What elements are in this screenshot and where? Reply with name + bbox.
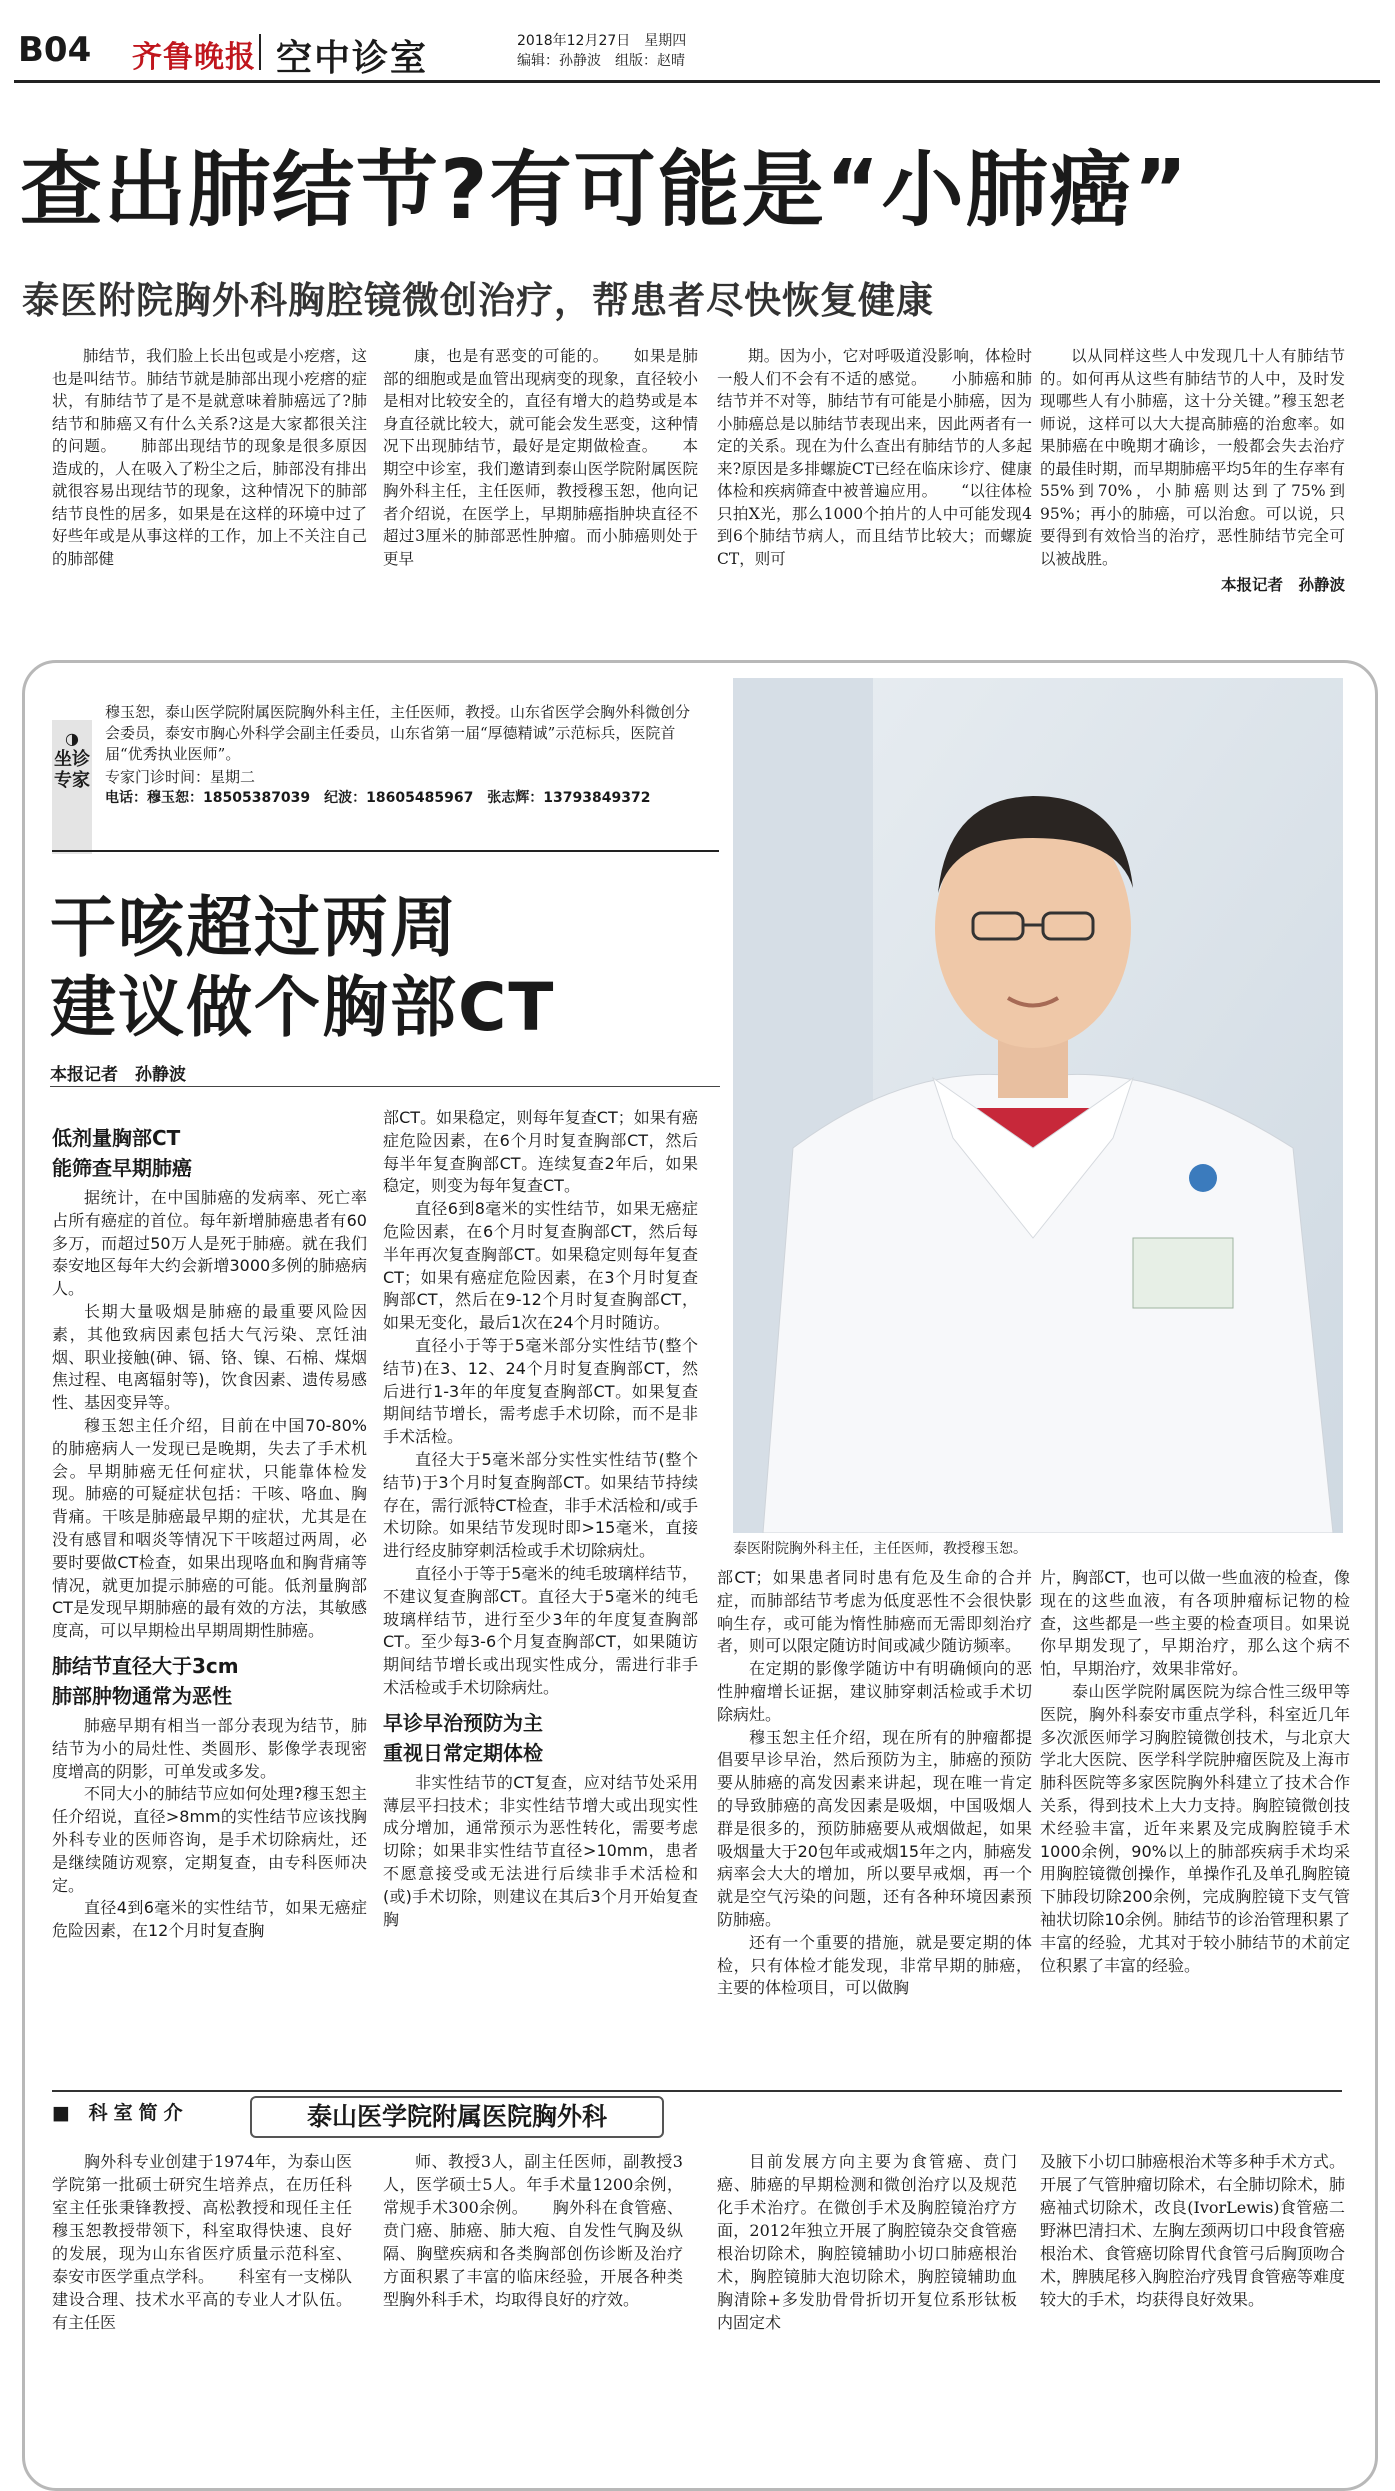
intro-column-2 <box>383 345 698 570</box>
expert-intro <box>105 702 695 809</box>
intro-column-1 <box>52 345 367 570</box>
paragraph: 片，胸部CT，也可以做一些血液的检查，像现在的这些血液，有各项肿瘤标记物的检查，这些都是一些主要的检查项目。如果说你早期发现了，早期治疗，那么这个病不怕，早期治疗，效果非常好。 <box>1040 1568 1350 1679</box>
paragraph: 部CT；如果患者同时患有危及生命的合并症，而肺部结节考虑为低度恶性不会很快影响生存，或可能为惰性肺癌而无需即刻治疗者，则可以限定随访时间或减少随访频率。 <box>717 1568 1032 1656</box>
paragraph: 穆玉恕主任介绍，目前在中国70-80%的肺癌病人一发现已是晚期，失去了手术机会。早期肺癌无任何症状，只能靠体检发现。肺癌的可疑症状包括：干咳、咯血、胸背痛。干咳是肺癌最早期的症状，尤其是在没有感冒和咽炎等情况下干咳超过两周，必要时要做CT检查，如果出现咯血和胸背痛等情况，就更加提示肺癌的可能。低剂量胸部CT是发现早期肺癌的最有效的方法，其敏感度高，可以早期检出早期周期性肺癌。 <box>52 1415 367 1641</box>
dept-text-1: 胸外科专业创建于1974年，为泰山医学院第一批硕士研究生培养点，在历任科室主任张秉锋教授、高松教授和现任主任穆玉恕教授带领下，科室取得快速、良好的发展，现为山东省医疗质量示范科室、泰安市医学重点学科。 科室有一支梯队建设合理、技术水平高的专业人才队伍。有主任医 <box>52 2152 352 2332</box>
dept-column-2 <box>383 2150 683 2311</box>
section-3-heading-b: 重视日常定期体检 <box>383 1740 543 1765</box>
paragraph: 直径4到6毫米的实性结节，如果无癌症危险因素，在12个月时复查胸 <box>52 1898 367 1941</box>
dept-text-4: 及腋下小切口肺癌根治术等多种手术方式。开展了气管肿瘤切除术，右全肺切除术，肺癌袖式切除术，改良(IvorLewis)食管癌二野淋巴清扫术、左胸左颈两切口中段食管癌根治术、食管癌切除胃代食管弓后胸顶吻合术，脾胰尾移入胸腔治疗残胃食管癌等难度较大的手术，均获得良好效果。 <box>1040 2152 1345 2309</box>
dept-tag-label: 科室简介 <box>88 2102 189 2124</box>
issue-date: 2018年12月27日 星期四 <box>517 33 687 49</box>
paper-name: 齐鲁晚报 <box>132 40 256 75</box>
dept-tag <box>52 2098 189 2125</box>
section-1-heading-a: 低剂量胸部CT <box>52 1126 181 1150</box>
subheadline: 泰医附院胸外科胸腔镜微创治疗，帮患者尽快恢复健康 <box>22 279 934 322</box>
dept-title: 泰山医学院附属医院胸外科 <box>250 2096 664 2138</box>
section-3-heading-a: 早诊早治预防为主 <box>383 1710 543 1735</box>
paragraph: 直径小于等于5毫米的纯毛玻璃样结节，不建议复查胸部CT。直径大于5毫米的纯毛玻璃样结节，进行至少3年的年度复查胸部CT。至少每3-6个月复查胸部CT，如果随访期间结节增长或出现实性成分，需进行非手术活检或手术切除病灶。 <box>383 1563 698 1697</box>
expert-rule <box>52 850 719 852</box>
section-title: 空中诊室 <box>276 38 429 79</box>
paragraph: 直径6到8毫米的实性结节，如果无癌症危险因素，在6个月时复查胸部CT，然后每半年再次复查胸部CT。如果稳定则每年复查CT；如果有癌症危险因素，在3个月时复查胸部CT，然后在9-12个月时复查胸部CT，如果无变化，最后1次在24个月时随访。 <box>383 1199 698 1333</box>
intro-text-3: 期。因为小，它对呼吸道没影响，体检时一般人们不会有不适的感觉。 小肺癌和肺结节并不对等，肺结节有可能是小肺癌，因为小肺癌总是以肺结节表现出来，因此两者有一定的关系。现在为什么查出有肺结节的人多起来?原因是多排螺旋CT已经在临床诊疗、健康体检和疾病筛查中被普遍应用。 “以往体检只拍X光，那么1000个拍片的人中可能发现4到6个肺结节病人，而且结节比较大；而螺旋CT，则可 <box>717 347 1032 568</box>
paragraph: 还有一个重要的措施，就是要定期的体检，只有体检才能发现，非常早期的肺癌，主要的体检项目，可以做胸 <box>717 1932 1032 1998</box>
paragraph: 据统计，在中国肺癌的发病率、死亡率占所有癌症的首位。每年新增肺癌患者有60多万，而超过50万人是死于肺癌。就在我们泰安地区每年大约会新增3000多例的肺癌病人。 <box>52 1188 367 1299</box>
masthead <box>14 28 1380 79</box>
feature-column-1 <box>52 1115 367 1943</box>
section-1-heading-b: 能筛查早期肺癌 <box>52 1156 192 1180</box>
photo-caption: 泰医附院胸外科主任，主任医师，教授穆玉恕。 <box>733 1541 1027 1557</box>
dept-column-4 <box>1040 2150 1345 2311</box>
expert-tab-label: 坐诊专家 <box>54 749 90 791</box>
intro-column-4 <box>1040 345 1345 597</box>
paragraph: 泰山医学院附属医院为综合性三级甲等医院，胸外科泰安市重点学科，科室近几年多次派医师学习胸腔镜微创技术，与北京大学北大医院、医学科学院肿瘤医院及上海市肺科医院等多家医院胸外科建立了技术合作关系，得到技术上大力支持。胸腔镜微创技术经验丰富，近年来累及完成胸腔镜手术1000余例，90%以上的肺部疾病手术均采用胸腔镜微创操作，单操作孔及单孔胸腔镜下肺段切除200余例，完成胸腔镜下支气管袖状切除10余例。肺结节的诊治管理积累了丰富的经验，尤其对于较小肺结节的术前定位积累了丰富的经验。 <box>1040 1681 1350 1975</box>
feature-title-line2: 建议做个胸部CT <box>50 969 556 1046</box>
paragraph: 在定期的影像学随访中有明确倾向的恶性肿瘤增长证据，建议肺穿刺活检或手术切除病灶。 <box>717 1659 1032 1724</box>
section-2-heading-b: 肺部肿物通常为恶性 <box>52 1683 232 1708</box>
paragraph: 长期大量吸烟是肺癌的最重要风险因素，其他致病因素包括大气污染、烹饪油烟、职业接触(砷、镉、铬、镍、石棉、煤烟焦过程、电离辐射等)，饮食因素、遗传易感性、基因变异等。 <box>52 1301 367 1413</box>
expert-tab <box>52 720 92 854</box>
byline-rule <box>50 1086 720 1087</box>
intro-text-2: 康，也是有恶变的可能的。 如果是肺部的细胞或是血管出现病变的现象，直径较小是相对比较安全的，直径有增大的趋势或是本身直径就比较大，就可能会发生恶变，这种情况下出现肺结节，最好是定期做检查。 本期空中诊室，我们邀请到泰山医学院附属医院胸外科主任，主任医师，教授穆玉恕，他向记者介绍说，在医学上，早期肺癌指肿块直径不超过3厘米的肺部恶性肿瘤。而小肺癌则处于更早 <box>383 347 698 568</box>
expert-clinic-time: 专家门诊时间：星期二 <box>105 768 256 786</box>
expert-tab-icon: ◑ <box>65 729 79 748</box>
intro-text-4: 以从同样这些人中发现几十人有肺结节的。如何再从这些有肺结节的人中，及时发现哪些人有小肺癌，这十分关键。”穆玉恕老师说，这样可以大大提高肺癌的治愈率。如果肺癌在中晚期才确诊，一般都会失去治疗的最佳时期，而早期肺癌平均5年的生存率有55%到70%，小肺癌则达到了75%到95%；再小的肺癌，可以治愈。可以说，只要得到有效恰当的治疗，恶性肺结节完全可以被战胜。 <box>1040 347 1345 568</box>
masthead-divider <box>259 34 261 70</box>
expert-bio: 穆玉恕，泰山医学院附属医院胸外科主任，主任医师，教授。山东省医学会胸外科微创分会委员，泰安市胸心外科学会副主任委员，山东省第一届“厚德精诚”示范标兵，医院首届“优秀执业医师”。 <box>105 703 691 763</box>
dept-column-1 <box>52 2150 352 2334</box>
editor-credit: 编辑：孙静波 组版：赵晴 <box>517 53 685 69</box>
feature-title-line1: 干咳超过两周 <box>50 889 458 966</box>
feature-column-4 <box>1040 1567 1350 1977</box>
expert-phones: 电话：穆玉恕：18505387039 纪波：18605485967 张志辉：13793849372 <box>105 790 651 806</box>
paragraph: 直径小于等于5毫米部分实性结节(整个结节)在3、12、24个月时复查胸部CT，然后进行1-3年的年度复查胸部CT。如果复查期间结节增长，需考虑手术切除，而不是非手术活检。 <box>383 1335 698 1447</box>
intro-column-3 <box>717 345 1032 570</box>
paragraph: 肺癌早期有相当一部分表现为结节，肺结节为小的局灶性、类圆形、影像学表现密度增高的阴影，可单发或多发。 <box>52 1715 367 1781</box>
dept-column-3 <box>717 2150 1017 2334</box>
dept-text-2: 师、教授3人，副主任医师，副教授3人，医学硕士5人。年手术量1200余例，常规手术300余例。 胸外科在食管癌、贲门癌、肺癌、肺大疱、自发性气胸及纵隔、胸壁疾病和各类胸部创伤诊断及治疗方面积累了丰富的临床经验，开展各种类型胸外科手术，均取得良好的疗效。 <box>383 2152 683 2309</box>
paragraph: 不同大小的肺结节应如何处理?穆玉恕主任介绍说，直径>8mm的实性结节应该找胸外科专业的医师咨询，是手术切除病灶，还是继续随访观察，定期复查，由专科医师决定。 <box>52 1784 367 1895</box>
doctor-photo <box>733 678 1343 1533</box>
intro-byline: 本报记者 孙静波 <box>1220 576 1345 594</box>
dept-text-3: 目前发展方向主要为食管癌、贲门癌、肺癌的早期检测和微创治疗以及规范化手术治疗。在微创手术及胸腔镜治疗方面，2012年独立开展了胸腔镜杂交食管癌根治切除术，胸腔镜辅助小切口肺癌根治术，胸腔镜肺大泡切除术，胸腔镜辅助血胸清除+多发肋骨骨折切开复位系形钛板内固定术 <box>717 2152 1017 2332</box>
feature-column-2 <box>383 1107 698 1931</box>
feature-byline: 本报记者 孙静波 <box>50 1065 186 1085</box>
section-2-heading-a: 肺结节直径大于3cm <box>52 1653 239 1678</box>
page-number: B04 <box>18 30 92 70</box>
paragraph: 穆玉恕主任介绍，现在所有的肿瘤都提倡要早诊早治，然后预防为主，肺癌的预防要从肺癌的高发因素来讲起，现在唯一肯定的导致肺癌的高发因素是吸烟，中国吸烟人群是很多的，预防肺癌要从戒烟做起，如果吸烟量大于20包年或戒烟15年之内，肺癌发病率会大大的增加，所以要早戒烟，再一个就是空气污染的问题，还有各种环境因素预防肺癌。 <box>717 1727 1032 1929</box>
feature-column-3 <box>717 1567 1032 2000</box>
square-bullet-icon: ■ <box>52 2102 76 2124</box>
paragraph: 部CT。如果稳定，则每年复查CT；如果有癌症危险因素，在6个月时复查胸部CT，然后每半年复查胸部CT。连续复查2年后，如果稳定，则变为每年复查CT。 <box>383 1108 698 1196</box>
paragraph: 非实性结节的CT复查，应对结节处采用薄层平扫技术；非实性结节增大或出现实性成分增加，通常预示为恶性转化，需要考虑切除；如果非实性结节直径>10mm，患者不愿意接受或无法进行后续非手术活检和(或)手术切除，则建议在其后3个月开始复查胸 <box>383 1772 698 1929</box>
doctor-illustration <box>733 678 1343 1533</box>
masthead-rule <box>14 80 1380 83</box>
paragraph: 直径大于5毫米部分实性实性结节(整个结节)于3个月时复查胸部CT。如果结节持续存在，需行派特CT检查，非手术活检和/或手术切除。如果结节发现时即>15毫米，直接进行经皮肺穿刺活检或手术切除病灶。 <box>383 1449 698 1561</box>
dept-rule <box>52 2090 1342 2092</box>
headline: 查出肺结节?有可能是“小肺癌” <box>20 143 1190 238</box>
intro-text-1: 肺结节，我们脸上长出包或是小疙瘩，这也是叫结节。肺结节就是肺部出现小疙瘩的症状，有肺结节了是不是就意味着肺癌远了?肺结节和肺癌又有什么关系?这是大家都很关注的问题。 肺部出现结节的现象是很多原因造成的，人在吸入了粉尘之后，肺部没有排出就很容易出现结节的现象，这种情况下的肺部结节良性的居多，如果是在这样的环境中过了好些年或是从事这样的工作，加上不关注自己的肺部健 <box>52 347 367 568</box>
